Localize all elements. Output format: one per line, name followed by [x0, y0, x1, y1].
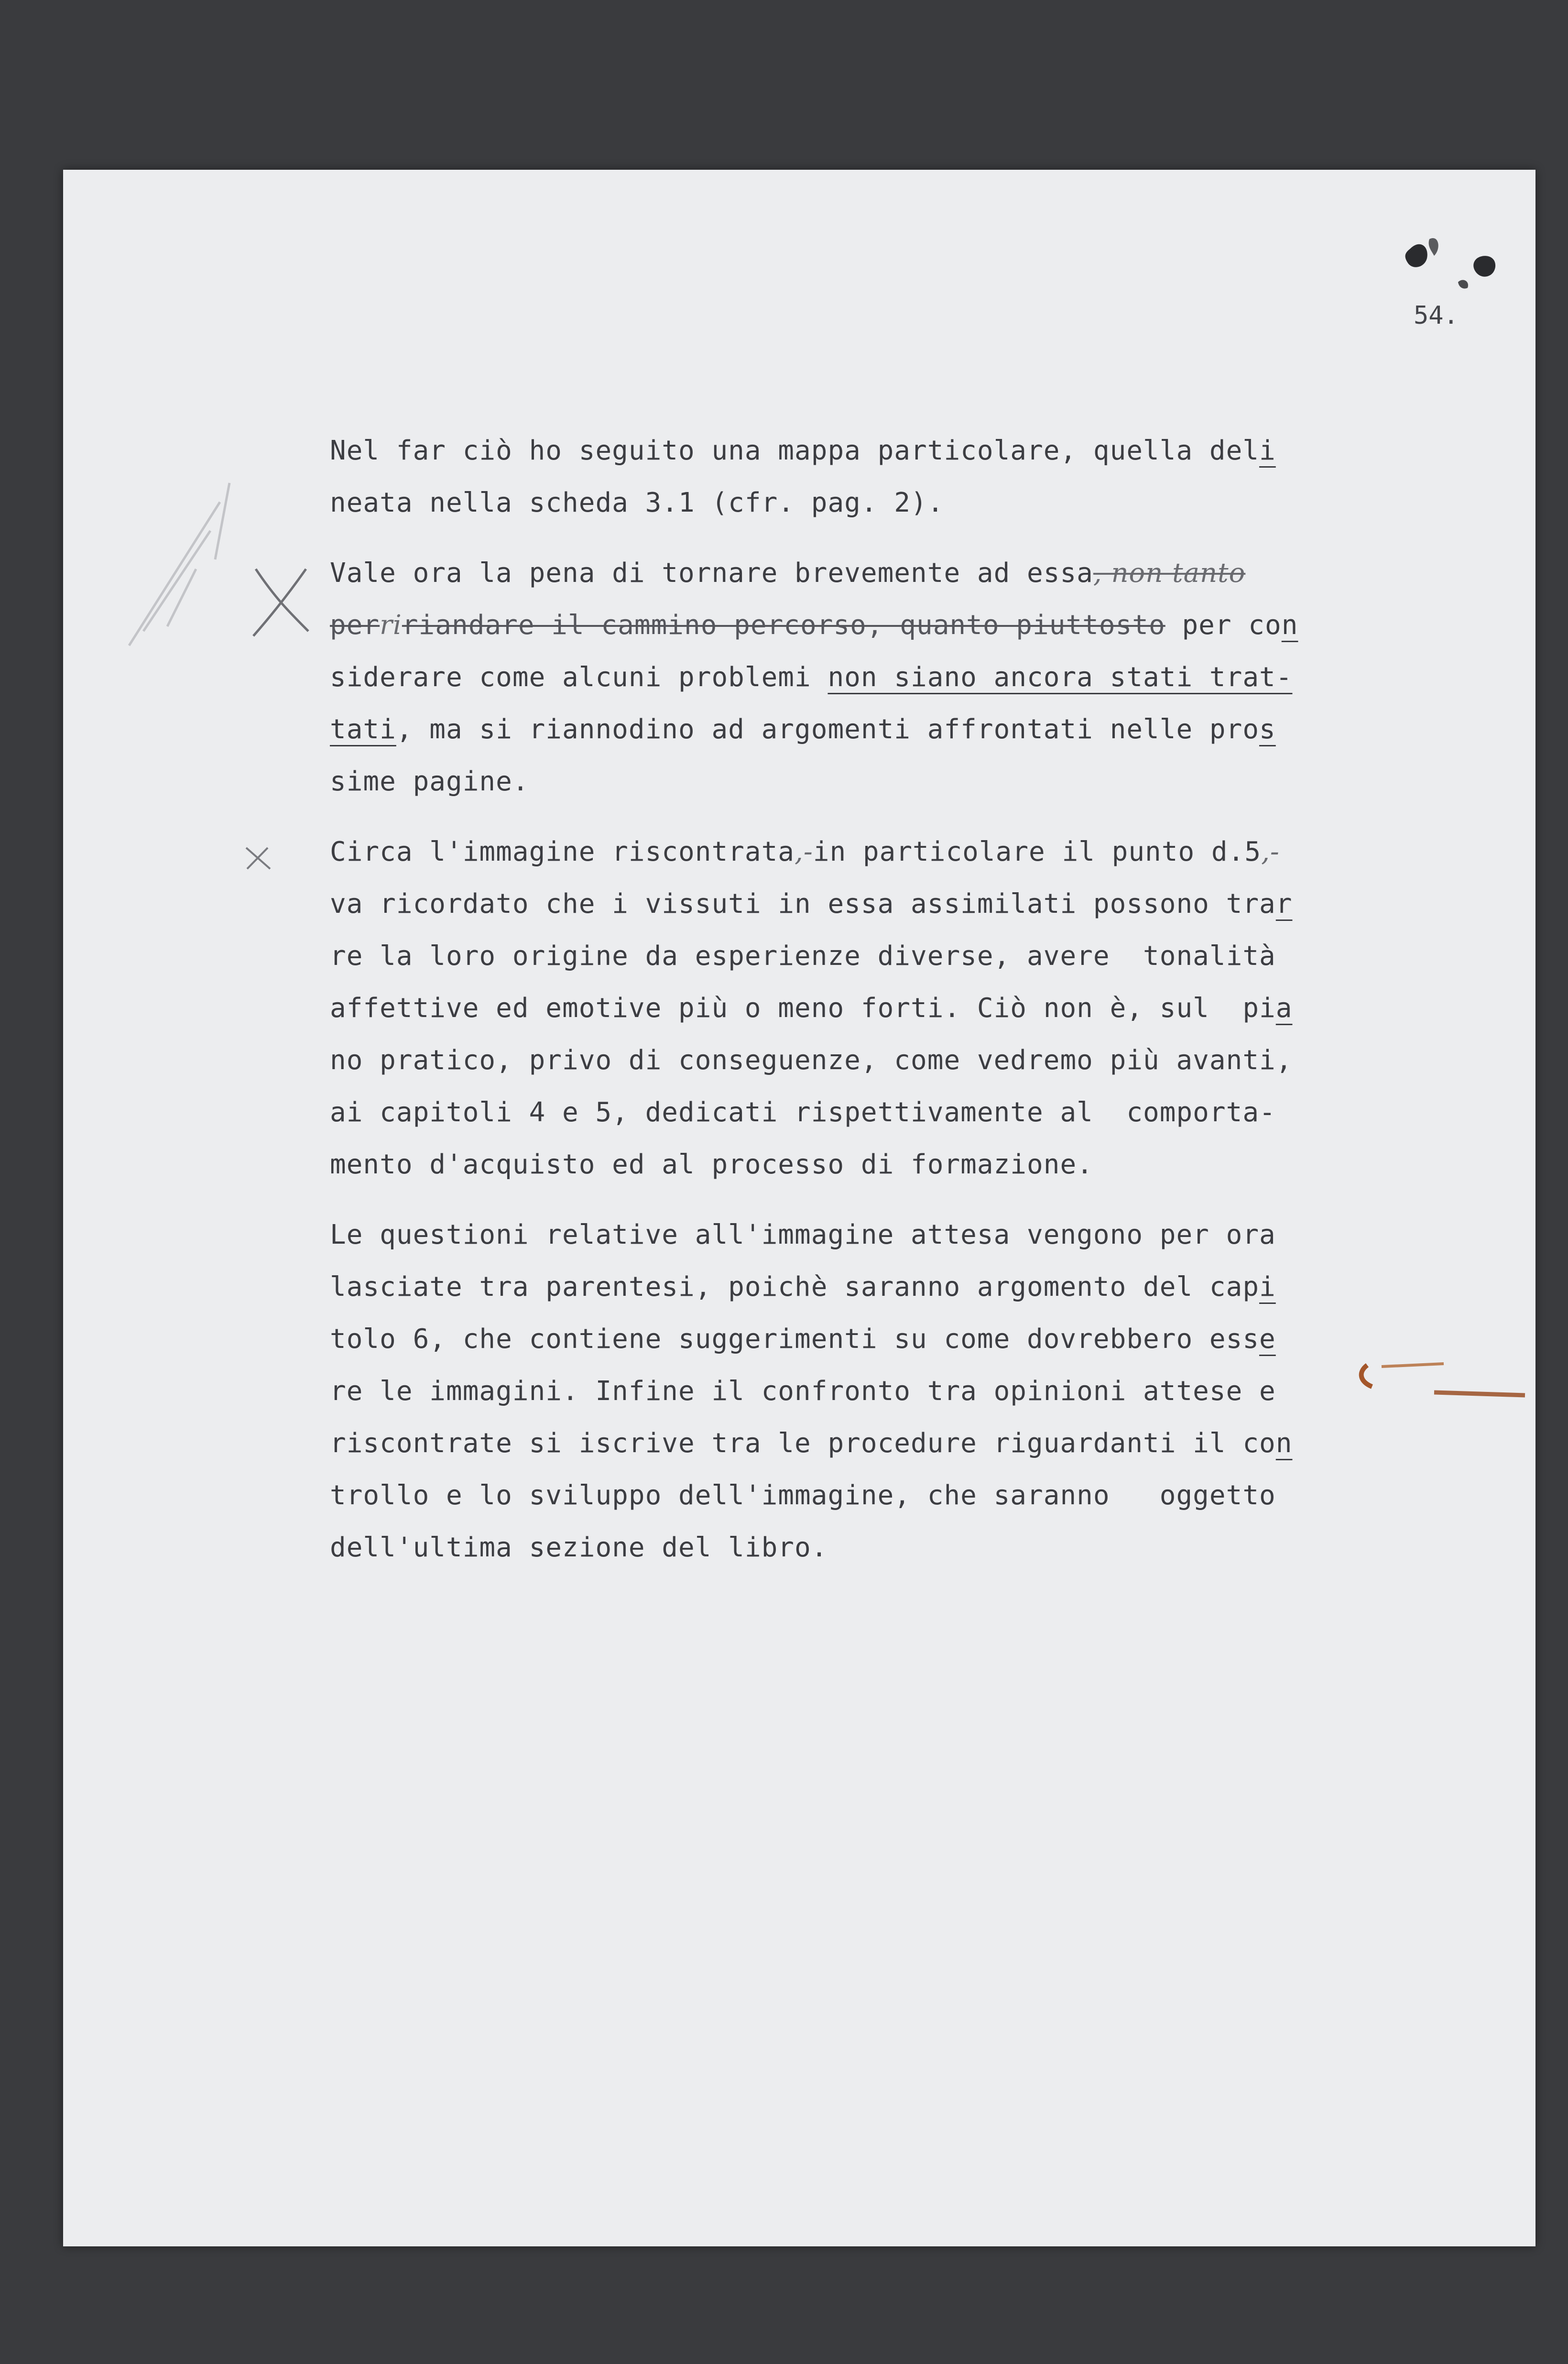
- text-line: tolo 6, che contiene suggerimenti su come dovrebbero esse: [330, 1324, 1276, 1355]
- paragraph-3: [330, 826, 1396, 1191]
- underlined-phrase: tati: [330, 714, 396, 745]
- struck-text: riandare il cammino percorso, quanto piuttosto: [402, 610, 1165, 641]
- text-line: perririandare il cammino percorso, quanto piuttosto per con: [330, 610, 1298, 641]
- text-line: re le immagini. Infine il confronto tra opinioni attese e: [330, 1376, 1276, 1407]
- pencil-scribble: [100, 473, 253, 665]
- handwritten-mark: ,-: [1261, 836, 1280, 867]
- text-line: mento d'acquisto ed al processo di formazione.: [330, 1149, 1093, 1180]
- text-line: no pratico, privo di conseguenze, come vedremo più avanti,: [330, 1045, 1293, 1076]
- text-line: Le questioni relative all'immagine attesa vengono per ora: [330, 1219, 1276, 1250]
- text-line: re la loro origine da esperienze diverse, avere tonalità: [330, 941, 1276, 972]
- text-line: riscontrate si iscrive tra le procedure riguardanti il con: [330, 1428, 1293, 1459]
- text-line: neata nella scheda 3.1 (cfr. pag. 2).: [330, 487, 944, 518]
- text-line: Vale ora la pena di tornare brevemente ad essa, non tanto: [330, 558, 1246, 589]
- text-line: tati, ma si riannodino ad argomenti affrontati nelle pros: [330, 714, 1276, 745]
- paragraph-2: [330, 547, 1396, 808]
- text-line: trollo e lo sviluppo dell'immagine, che saranno oggetto: [330, 1480, 1276, 1511]
- staple-hole-right-tear: [1458, 280, 1468, 289]
- text-line: Circa l'immagine riscontrata,-in particolare il punto d.5,-: [330, 836, 1280, 867]
- text-line: lasciate tra parentesi, poichè saranno argomento del capi: [330, 1271, 1276, 1302]
- staple-hole-right: [1473, 256, 1495, 276]
- text-line: dell'ultima sezione del libro.: [330, 1532, 828, 1563]
- text-line: affettive ed emotive più o meno forti. Ciò non è, sul pia: [330, 993, 1293, 1024]
- underlined-phrase: non siano ancora stati trat-: [828, 662, 1293, 693]
- page-number: 54.: [1414, 301, 1459, 330]
- paragraph-1: [330, 425, 1396, 529]
- staple-hole-left-tear: [1429, 238, 1438, 256]
- text-line: ai capitoli 4 e 5, dedicati rispettivamente al comporta-: [330, 1097, 1276, 1128]
- margin-x-mark-1: [246, 559, 318, 641]
- text-line: va ricordato che i vissuti in essa assimilati possono trar: [330, 888, 1293, 919]
- margin-x-mark-2: [241, 844, 275, 873]
- paragraph-4: [330, 1209, 1396, 1574]
- text-line: Nel far ciò ho seguito una mappa particolare, quella deli: [330, 435, 1276, 466]
- text-line: siderare come alcuni problemi non siano ancora stati trat-: [330, 662, 1293, 693]
- staple-hole-left: [1405, 244, 1427, 267]
- text-line: sime pagine.: [330, 766, 529, 797]
- handwritten-insert: ri: [380, 610, 402, 641]
- staple-holes: [1401, 230, 1511, 306]
- handwritten-strikethrough: , non tanto: [1093, 558, 1246, 589]
- handwritten-mark: ,-: [795, 836, 813, 867]
- body-text: [330, 425, 1396, 1592]
